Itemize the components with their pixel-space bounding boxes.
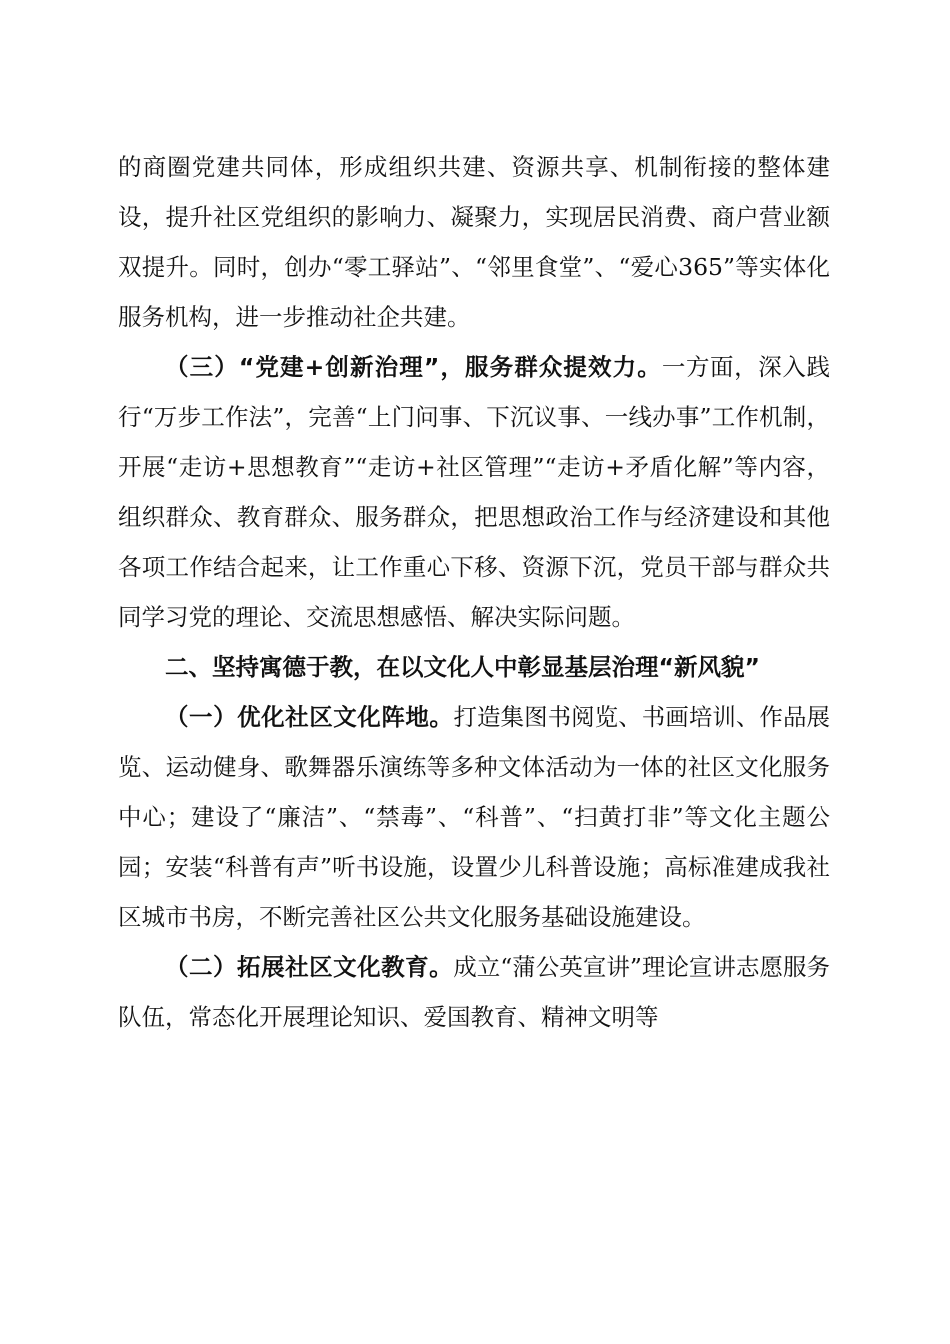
paragraph-continuation: 的商圈党建共同体，形成组织共建、资源共享、机制衔接的整体建设，提升社区党组织的影响力、凝聚力，实现居民消费、商户营业额双提升。同时，创办“零工驿站”、“邻里食堂”、“爱心365”等实体化服务机构，进一步推动社企共建。 [118,153,830,331]
paragraph-culture-education [118,942,830,1042]
section-two-title: 二、坚持寓德于教，在以文化人中彰显基层治理“新风貌” [165,653,760,681]
paragraph-body: 打造集图书阅览、书画培训、作品展览、运动健身、歌舞器乐演练等多种文体活动为一体的社区文化服务中心；建设了“廉洁”、“禁毒”、“科普”、“扫黄打非”等文化主题公园；安装“科普有声”听书设施，设置少儿科普设施；高标准建成我社区城市书房，不断完善社区公共文化服务基础设施建设。 [118,703,831,931]
paragraph-body: 一方面，深入践行“万步工作法”，完善“上门问事、下沉议事、一线办事”工作机制，开展“走访+思想教育”“走访+社区管理”“走访+矛盾化解”等内容，组织群众、教育群众、服务群众，把思想政治工作与经济建设和其他各项工作结合起来，让工作重心下移、资源下沉，党员干部与群众共同学习党的理论、交流思想感悟、解决实际问题。 [118,353,830,631]
paragraph-culture-position [118,692,830,942]
paragraph-party-building-innovation [118,342,830,642]
paragraph-body: 成立“蒲公英宣讲”理论宣讲志愿服务队伍，常态化开展理论知识、爱国教育、精神文明等 [118,953,830,1031]
document-page [118,142,830,1042]
subheading-three: （三）“党建+创新治理”，服务群众提效力。 [165,353,662,381]
subheading-two: （二）拓展社区文化教育。 [165,953,454,981]
subheading-one: （一）优化社区文化阵地。 [165,703,454,731]
